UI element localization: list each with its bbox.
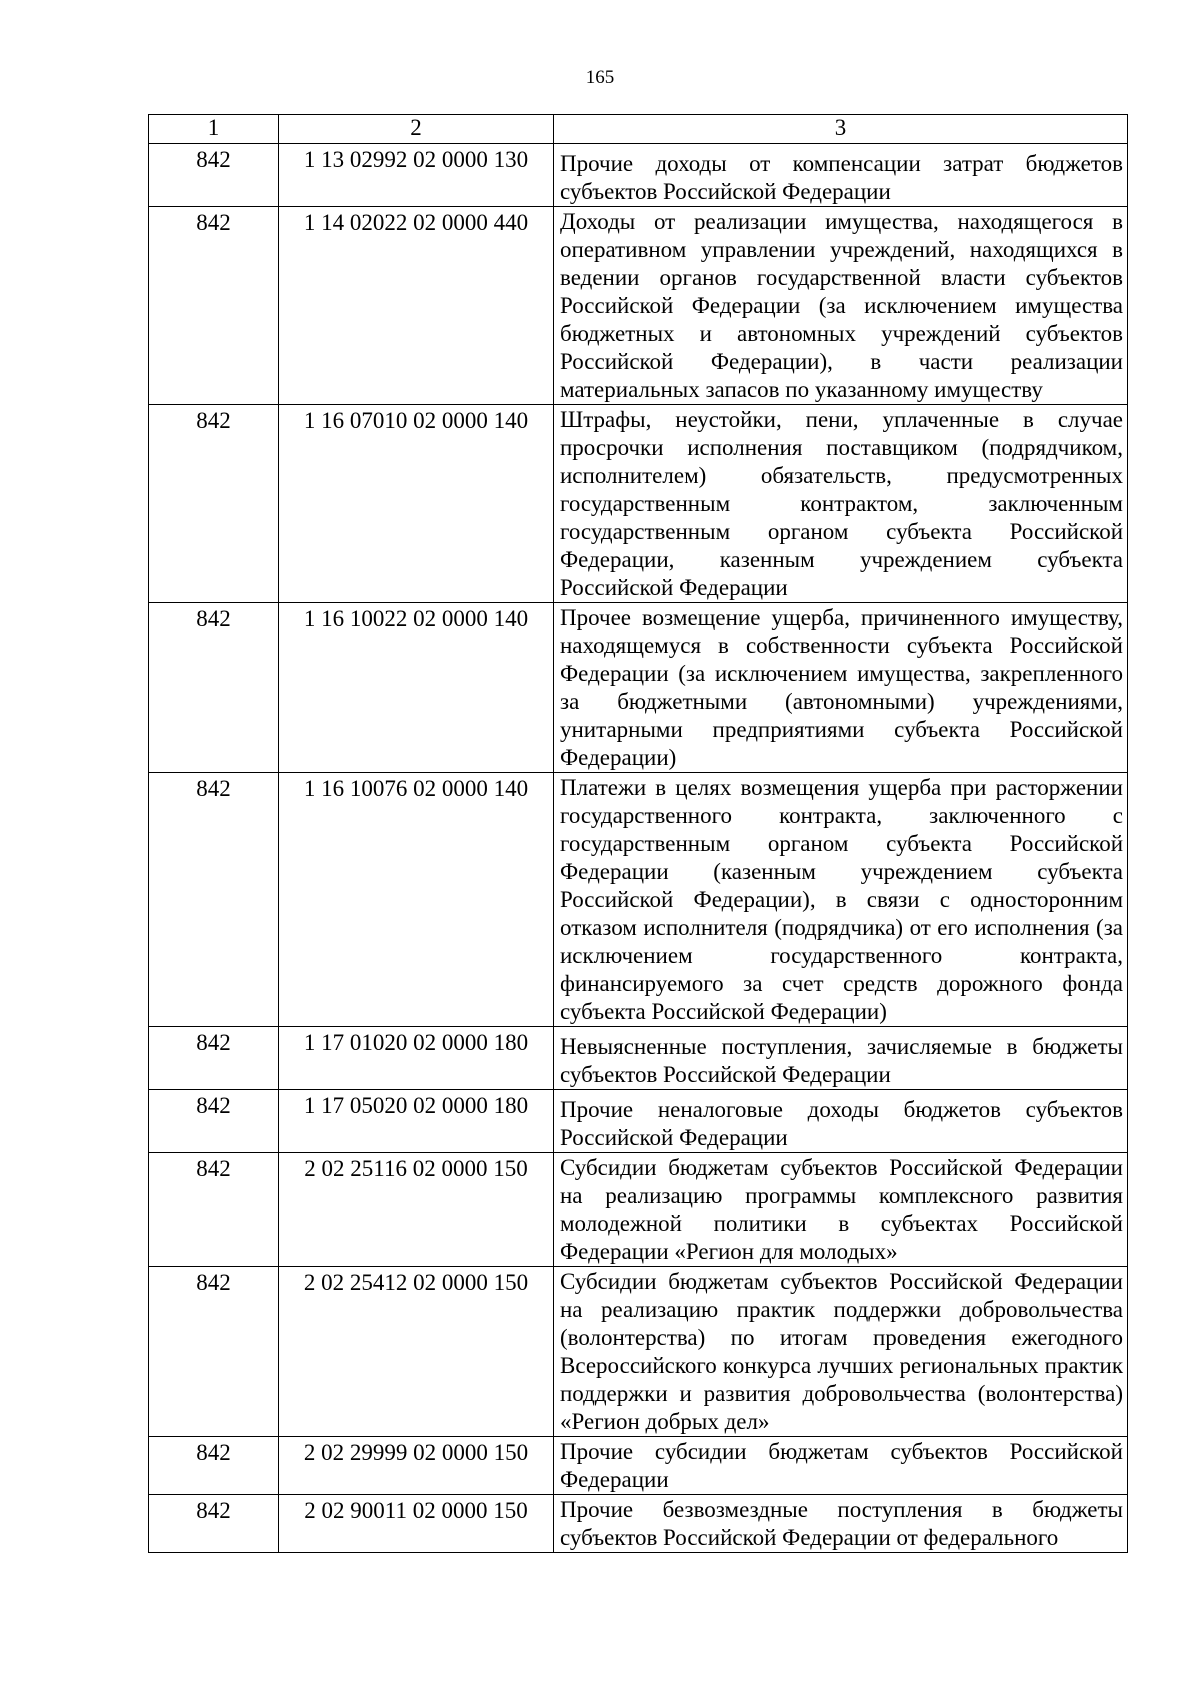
admin-code-cell: 842 [149,1090,279,1153]
revenue-name-cell: Субсидии бюджетам субъектов Российской Федерации на реализацию практик поддержки добровольчества (волонтерства) по итогам проведения ежегодного Всероссийского конкурса лучших региональных практик поддержки и развития добровольчества (волонтерства) «Регион добрых дел» [554,1267,1128,1437]
revenue-code-cell: 2 02 25116 02 0000 150 [279,1153,554,1267]
revenue-code-cell: 2 02 90011 02 0000 150 [279,1495,554,1553]
page-number: 165 [585,67,615,88]
column-header-2: 2 [279,115,554,144]
revenue-name-cell: Платежи в целях возмещения ущерба при расторжении государственного контракта, заключенного с государственным органом субъекта Российской Федерации (казенным учреждением субъекта Российской Федерации), в связи с односторонним отказом исполнителя (подрядчика) от его исполнения (за исключением государственного контракта, финансируемого за счет средств дорожного фонда субъекта Российской Федерации) [554,773,1128,1027]
revenue-code-cell: 1 16 07010 02 0000 140 [279,405,554,603]
admin-code-cell: 842 [149,405,279,603]
revenue-codes-table [148,114,1128,1553]
table-row [149,1495,1128,1553]
table-row [149,603,1128,773]
table-row [149,405,1128,603]
revenue-code-cell: 1 17 01020 02 0000 180 [279,1027,554,1090]
admin-code-cell: 842 [149,144,279,207]
admin-code-cell: 842 [149,1267,279,1437]
table-row [149,1027,1128,1090]
admin-code-cell: 842 [149,1495,279,1553]
revenue-code-cell: 2 02 29999 02 0000 150 [279,1437,554,1495]
table-row [149,207,1128,405]
revenue-code-cell: 1 14 02022 02 0000 440 [279,207,554,405]
admin-code-cell: 842 [149,1153,279,1267]
revenue-name-cell: Невыясненные поступления, зачисляемые в бюджеты субъектов Российской Федерации [554,1027,1128,1090]
admin-code-cell: 842 [149,1437,279,1495]
revenue-name-cell: Прочее возмещение ущерба, причиненного имуществу, находящемуся в собственности субъекта Российской Федерации (за исключением имущества, закрепленного за бюджетными (автономными) учреждениями, унитарными предприятиями субъекта Российской Федерации) [554,603,1128,773]
revenue-name-cell: Доходы от реализации имущества, находящегося в оперативном управлении учреждений, находящихся в ведении органов государственной власти субъектов Российской Федерации (за исключением имущества бюджетных и автономных учреждений субъектов Российской Федерации), в части реализации материальных запасов по указанному имуществу [554,207,1128,405]
column-header-1: 1 [149,115,279,144]
revenue-code-cell: 1 16 10076 02 0000 140 [279,773,554,1027]
table-row [149,1153,1128,1267]
table-row [149,144,1128,207]
revenue-code-cell: 1 16 10022 02 0000 140 [279,603,554,773]
header-row [149,115,1128,144]
revenue-name-cell: Прочие безвозмездные поступления в бюджеты субъектов Российской Федерации от федерального [554,1495,1128,1553]
admin-code-cell: 842 [149,603,279,773]
revenue-name-cell: Субсидии бюджетам субъектов Российской Федерации на реализацию программы комплексного развития молодежной политики в субъектах Российской Федерации «Регион для молодых» [554,1153,1128,1267]
column-header-3: 3 [554,115,1128,144]
table-row [149,1267,1128,1437]
table-row [149,773,1128,1027]
table-row [149,1090,1128,1153]
admin-code-cell: 842 [149,1027,279,1090]
admin-code-cell: 842 [149,207,279,405]
revenue-code-cell: 1 17 05020 02 0000 180 [279,1090,554,1153]
revenue-code-cell: 2 02 25412 02 0000 150 [279,1267,554,1437]
revenue-code-cell: 1 13 02992 02 0000 130 [279,144,554,207]
table-row [149,1437,1128,1495]
revenue-name-cell: Прочие доходы от компенсации затрат бюджетов субъектов Российской Федерации [554,144,1128,207]
revenue-name-cell: Прочие субсидии бюджетам субъектов Российской Федерации [554,1437,1128,1495]
admin-code-cell: 842 [149,773,279,1027]
revenue-name-cell: Штрафы, неустойки, пени, уплаченные в случае просрочки исполнения поставщиком (подрядчиком, исполнителем) обязательств, предусмотренных государственным контрактом, заключенным государственным органом субъекта Российской Федерации, казенным учреждением субъекта Российской Федерации [554,405,1128,603]
revenue-name-cell: Прочие неналоговые доходы бюджетов субъектов Российской Федерации [554,1090,1128,1153]
